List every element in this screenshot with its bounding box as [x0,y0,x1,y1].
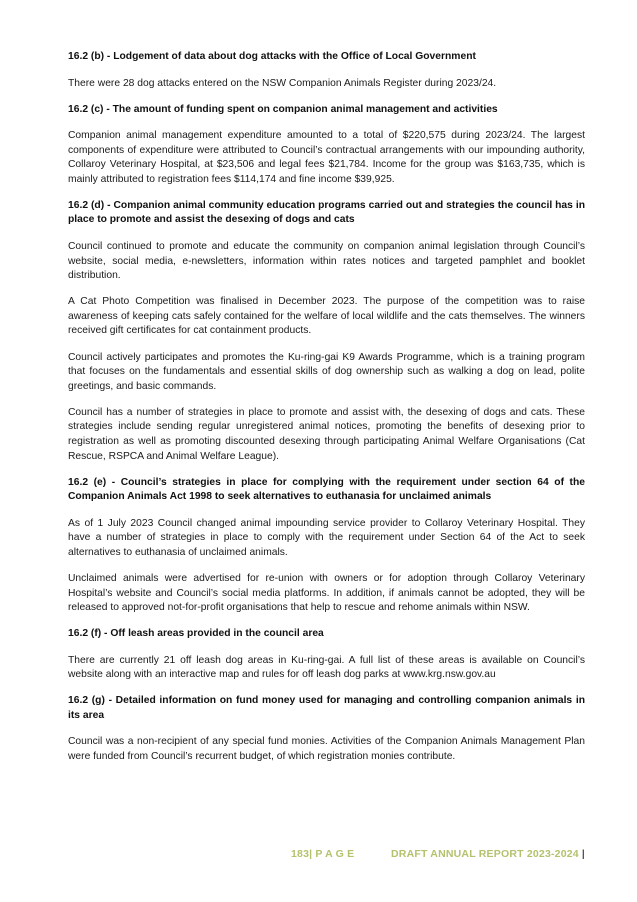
section-heading: 16.2 (b) - Lodgement of data about dog attacks with the Office of Local Government [68,51,476,62]
paragraph: A Cat Photo Competition was finalised in December 2023. The purpose of the competition was to raise awareness of keeping cats safely contained for the welfare of local wildlife and the cats themselves. The winners received gift certificates for cat containment products. [68,296,585,337]
paragraph: There are currently 21 off leash dog areas in Ku-ring-gai. A full list of these areas is available on Council’s website along with an interactive map and rules for off leash dog parks at www.krg.nsw.gov.au [68,654,585,681]
page-separator: | [309,848,313,860]
paragraph: Council continued to promote and educate the community on companion animal legislation through Council’s website, social media, e-newsletters, information within rates notices and targeted pamphlet and booklet distribution. [68,240,585,282]
page-number: 183 [291,848,310,860]
section-16-2-f [68,627,585,683]
section-16-2-e [68,476,585,616]
section-heading: 16.2 (f) - Off leash areas provided in the council area [68,628,324,640]
page-label: P A G E [315,848,355,860]
page-indicator [291,848,354,860]
paragraph: Council was a non-recipient of any special fund monies. Activities of the Companion Animals Management Plan were funded from Council’s recurrent budget, of which registration monies contribute. [68,736,585,763]
paragraph: As of 1 July 2023 Council changed animal impounding service provider to Collaroy Veterinary Hospital. They have a number of strategies in place to comply with the requirement under Section 64 of the Act to seek alternatives to euthanasia of unclaimed animals. [68,517,585,558]
page-footer [0,848,637,864]
section-heading: 16.2 (e) - Council’s strategies in place for complying with the requirement under section 64 of the Companion Animals Act 1998 to seek alternatives to euthanasia for unclaimed animals [68,476,585,503]
section-16-2-c [68,103,585,188]
section-16-2-g [68,694,585,764]
section-heading: 16.2 (c) - The amount of funding spent on companion animal management and activities [68,103,498,115]
paragraph: Council actively participates and promotes the Ku-ring-gai K9 Awards Programme, which is a training program that focuses on the fundamentals and essential skills of dog ownership such as walking a dog on lead, polite greetings, and basic commands. [68,351,585,392]
paragraph: Council has a number of strategies in place to promote and assist with, the desexing of dogs and cats. These strategies include sending regular unregistered animal notices, promoting the benefits of desexing prior to registration as well as promoting discounted desexing through participating Animal Welfare Organisations (Cat Rescue, RSPCA and Animal Welfare League). [68,406,585,462]
paragraph: There were 28 dog attacks entered on the NSW Companion Animals Register during 2023/24. [68,77,497,89]
title-separator: | [581,848,585,860]
section-heading: 16.2 (d) - Companion animal community education programs carried out and strategies the council has in place to promote and assist the desexing of dogs and cats [68,199,585,226]
paragraph: Unclaimed animals were advertised for re-union with owners or for adoption through Collaroy Veterinary Hospital’s website and Council’s social media platforms. In addition, if animals cannot be adopted, they will be released to approved not-for-profit organisations that help to rescue and rehome animals within NSW. [68,572,585,614]
section-16-2-d [68,199,585,464]
document-body [68,50,585,776]
report-title-footer [391,848,585,860]
section-16-2-b [68,50,585,91]
paragraph: Companion animal management expenditure amounted to a total of $220,575 during 2023/24. The largest components of expenditure were attributed to Council’s contractual arrangements with our impounding authority, Collaroy Veterinary Hospital, at $23,506 and legal fees $21,784. Income for the group was $163,735, which is mainly attributed to registration fees $114,174 and fine income $39,925. [68,130,585,185]
section-heading: 16.2 (g) - Detailed information on fund money used for managing and controlling companion animals in its area [68,695,585,721]
report-title: DRAFT ANNUAL REPORT 2023-2024 [391,848,579,860]
